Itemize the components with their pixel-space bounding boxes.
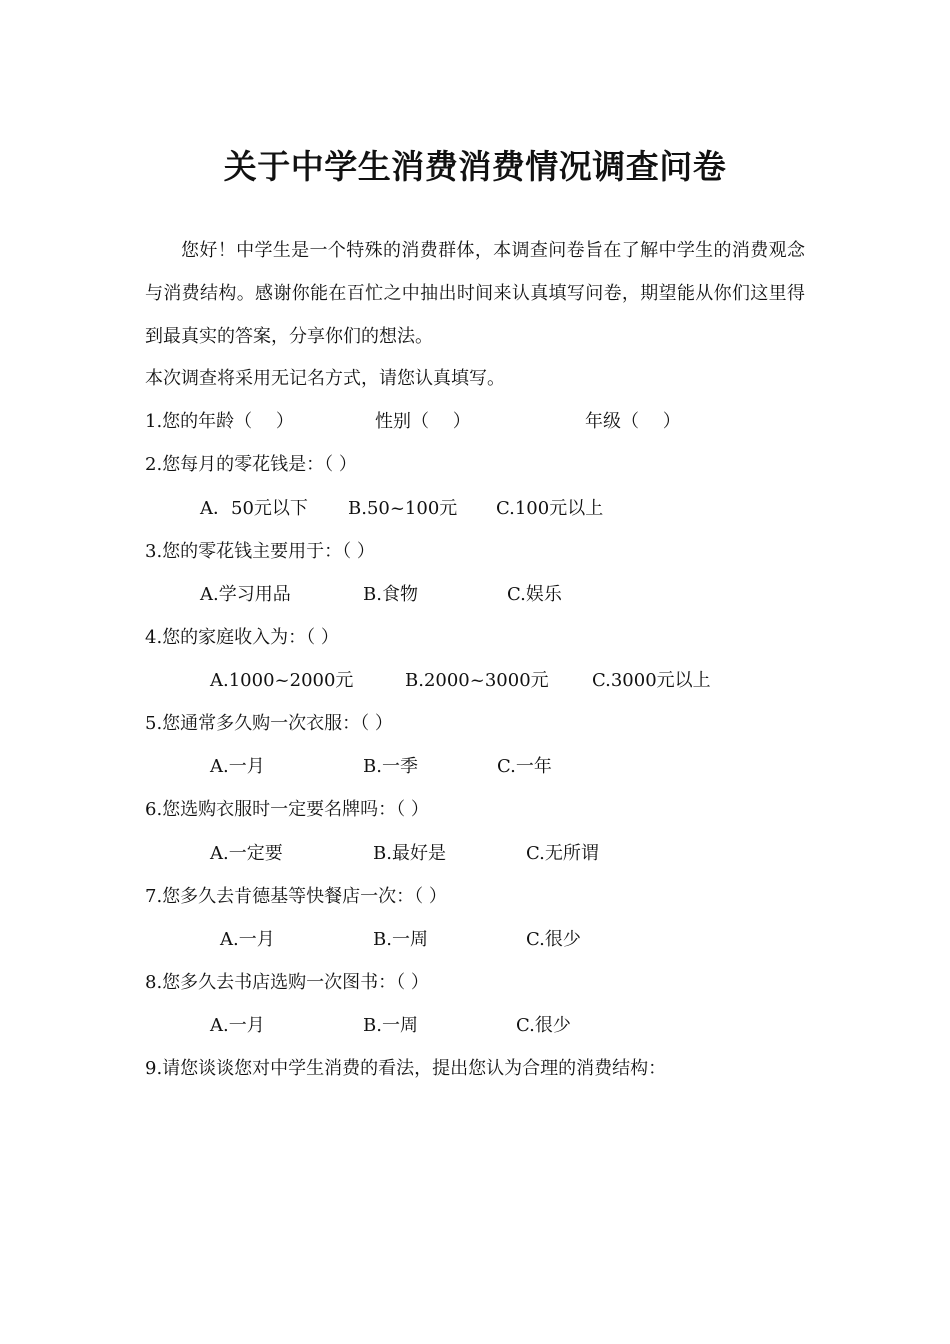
question-5-option-b: B.一季 <box>363 756 418 777</box>
question-7-option-b: B.一周 <box>373 929 428 950</box>
question-4-option-b: B.2000~3000元 <box>405 670 549 691</box>
question-7-option-c: C.很少 <box>526 929 581 950</box>
question-7-option-a: A.一月 <box>220 929 275 950</box>
question-1-gender: 性别（ ） <box>375 411 471 432</box>
question-2-option-a: A．50元以下 <box>200 498 308 519</box>
question-1-age: 1.您的年龄（ ） <box>145 411 294 432</box>
anonymous-note: 本次调查将采用无记名方式，请您认真填写。 <box>145 368 505 389</box>
question-6-option-c: C.无所谓 <box>526 843 599 864</box>
question-2-option-c: C.100元以上 <box>496 498 604 519</box>
question-2-text: 2.您每月的零花钱是：（ ） <box>145 454 357 475</box>
question-8-option-a: A.一月 <box>210 1015 265 1036</box>
question-3-option-c: C.娱乐 <box>507 584 562 605</box>
question-8-text: 8.您多久去书店选购一次图书：（ ） <box>145 972 429 993</box>
intro-paragraph: 您好！中学生是一个特殊的消费群体，本调查问卷旨在了解中学生的消费观念与消费结构。感谢你能在百忙之中抽出时间来认真填写问卷，期望能从你们这里得到最真实的答案，分享你们的想法。 <box>145 240 805 347</box>
question-5-option-c: C.一年 <box>497 756 552 777</box>
question-6-option-a: A.一定要 <box>210 843 283 864</box>
question-1-grade: 年级（ ） <box>585 411 681 432</box>
question-3-option-b: B.食物 <box>363 584 418 605</box>
question-6-option-b: B.最好是 <box>373 843 446 864</box>
question-4-option-a: A.1000~2000元 <box>210 670 354 691</box>
question-2-option-b: B.50~100元 <box>348 498 458 519</box>
question-7-text: 7.您多久去肯德基等快餐店一次：（ ） <box>145 886 447 907</box>
question-5-text: 5.您通常多久购一次衣服：（ ） <box>145 713 393 734</box>
question-9-text: 9.请您谈谈您对中学生消费的看法，提出您认为合理的消费结构： <box>145 1058 667 1079</box>
question-3-text: 3.您的零花钱主要用于：（ ） <box>145 541 375 562</box>
question-4-option-c: C.3000元以上 <box>592 670 711 691</box>
question-3-option-a: A.学习用品 <box>200 584 291 605</box>
question-5-option-a: A.一月 <box>210 756 265 777</box>
question-4-text: 4.您的家庭收入为：（ ） <box>145 627 339 648</box>
question-6-text: 6.您选购衣服时一定要名牌吗：（ ） <box>145 799 429 820</box>
question-8-option-c: C.很少 <box>516 1015 571 1036</box>
question-8-option-b: B.一周 <box>363 1015 418 1036</box>
document-title: 关于中学生消费消费情况调查问卷 <box>223 147 727 186</box>
